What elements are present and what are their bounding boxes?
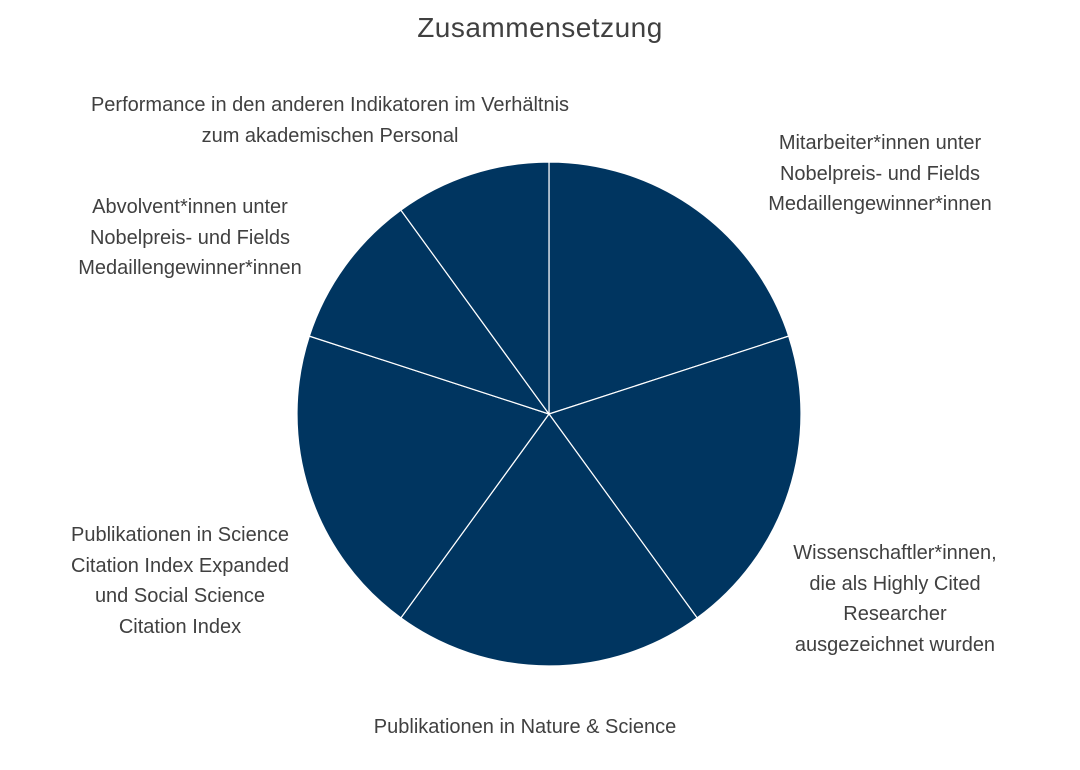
slice-label-highly-cited: Wissenschaftler*innen, die als Highly Cited Researcher ausgezeichnet wurden <box>793 542 997 656</box>
slice-label-mitarbeiter: Mitarbeiter*innen unter Nobelpreis- und Fields Medaillengewinner*innen <box>768 132 992 215</box>
slice-label-citation-index: Publikationen in Science Citation Index Expanded und Social Science Citation Index <box>71 524 289 638</box>
chart-title: Zusammensetzung <box>417 12 663 43</box>
slice-label-nature-science: Publikationen in Nature & Science <box>373 716 677 738</box>
slice-label-absolventen: Abvolvent*innen unter Nobelpreis- und Fields Medaillengewinner*innen <box>78 196 302 279</box>
slice-label-performance: Performance in den anderen Indikatoren im Verhältnis zum akademischen Personal <box>90 94 570 147</box>
